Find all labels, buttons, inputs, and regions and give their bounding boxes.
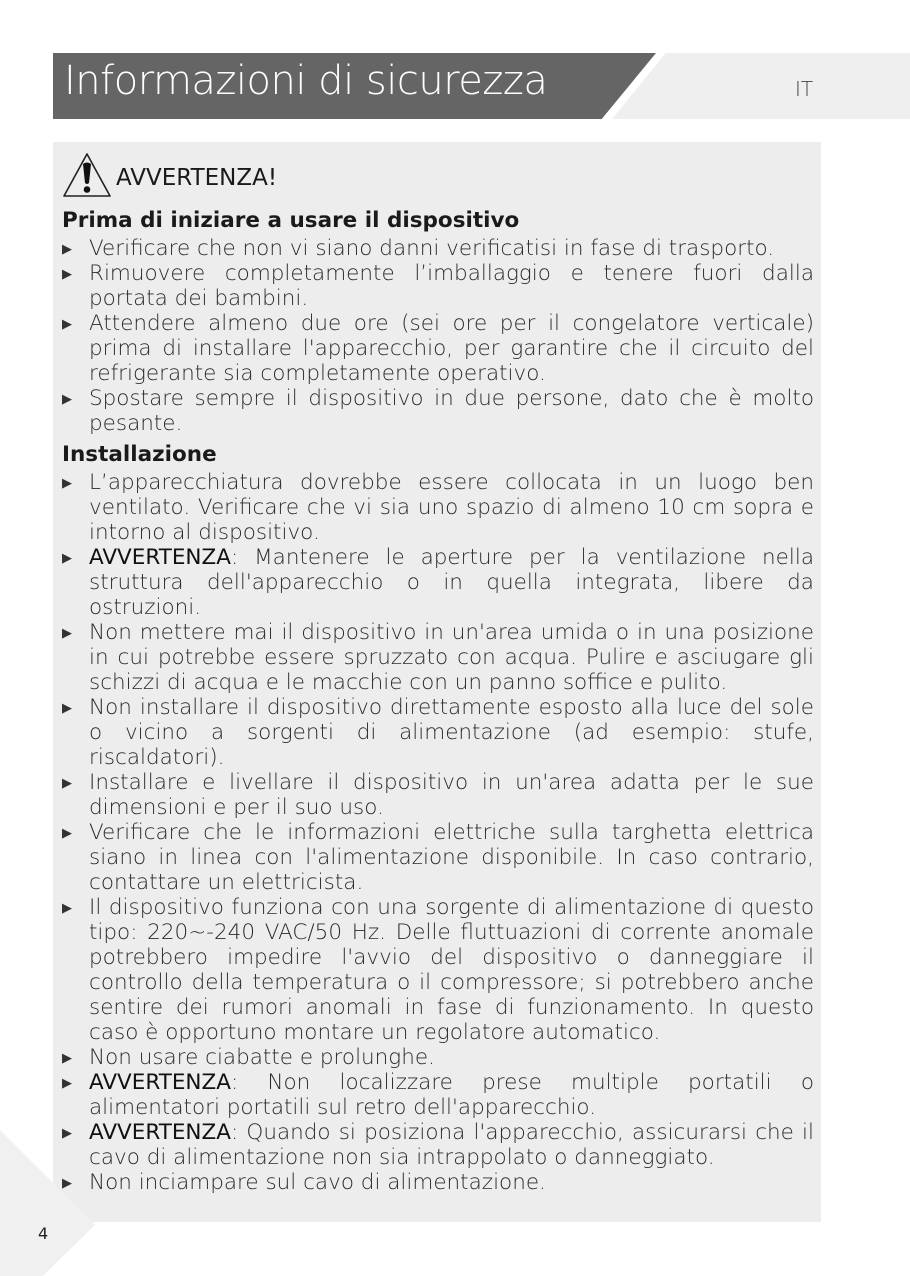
before-use-list (62, 236, 814, 436)
warning-separator: : (230, 1120, 247, 1145)
list-item (62, 1120, 814, 1170)
warning-heading (62, 152, 277, 198)
list-item: ▶ Rimuovere completamente l’imballaggio e tenere fuori dalla portata dei bambini. (62, 261, 814, 311)
list-item (62, 1070, 814, 1120)
list-item: ▶ Non mettere mai il dispositivo in un'area umida o in una posizione in cui potrebbe essere spruzzato con acqua. Pulire e asciugare gli schizzi di acqua e le macchie con un panno soffice e pulito. (62, 620, 814, 695)
list-item: ▶ Non installare il dispositivo direttamente esposto alla luce del sole o vicino a sorgenti di alimentazione (ad esempio: stufe, riscaldatori). (62, 695, 814, 770)
list-item (62, 545, 814, 620)
list-item: ▶ L’apparecchiatura dovrebbe essere collocata in un luogo ben ventilato. Verificare che vi sia uno spazio di almeno 10 cm sopra e intorno al dispositivo. (62, 470, 814, 545)
warning-label: AVVERTENZA (89, 545, 231, 570)
language-tab (612, 53, 910, 119)
content (62, 206, 814, 1195)
section-title-installation: Installazione (62, 442, 217, 467)
warning-separator: : (230, 545, 255, 570)
list-item: ▶ Spostare sempre il dispositivo in due persone, dato che è molto pesante. (62, 386, 814, 436)
page-title: Informazioni di sicurezza (64, 58, 548, 104)
list-item-text: Non localizzare prese multiple portatili o alimentatori portatili sul retro dell'apparecchio. (89, 1070, 814, 1120)
list-item: ▶ Verificare che non vi siano danni verificatisi in fase di trasporto. (62, 236, 814, 261)
installation-list (62, 470, 814, 1195)
list-item-text: Quando si posiziona l'apparecchio, assicurarsi che il cavo di alimentazione non sia intrappolato o danneggiato. (89, 1120, 815, 1170)
list-item: ▶ Non inciampare sul cavo di alimentazione. (62, 1170, 814, 1195)
list-item-text: Mantenere le aperture per la ventilazione nella struttura dell'apparecchio o in quella integrata, libere da ostruzioni. (89, 545, 814, 620)
list-item: ▶ Verificare che le informazioni elettriche sulla targhetta elettrica siano in linea con l'alimentazione disponibile. In caso contrario, contattare un elettricista. (62, 820, 814, 895)
list-item: ▶ Non usare ciabatte e prolunghe. (62, 1045, 814, 1070)
language-code: IT (795, 77, 814, 101)
warning-title: AVVERTENZA! (116, 165, 278, 191)
warning-label: AVVERTENZA (89, 1070, 231, 1095)
list-item: ▶ Il dispositivo funziona con una sorgente di alimentazione di questo tipo: 220~-240 VAC/50 Hz. Delle fluttuazioni di corrente anomale potrebbero impedire l'avvio del dispositivo o danneggiare il controllo della temperatura o il compressore; si potrebbero anche sentire dei rumori anomali in fase di funzionamento. In questo caso è opportuno montare un regolatore automatico. (62, 895, 814, 1045)
warning-icon (62, 152, 112, 198)
list-item: ▶ Attendere almeno due ore (sei ore per il congelatore verticale) prima di installare l'apparecchio, per garantire che il circuito del refrigerante sia completamente operativo. (62, 311, 814, 386)
list-item: ▶ Installare e livellare il dispositivo in un'area adatta per le sue dimensioni e per il suo uso. (62, 770, 814, 820)
page-number: 4 (38, 1224, 49, 1243)
warning-separator: : (230, 1070, 268, 1095)
section-title-before-use: Prima di iniziare a usare il dispositivo (62, 208, 520, 233)
warning-label: AVVERTENZA (89, 1120, 231, 1145)
